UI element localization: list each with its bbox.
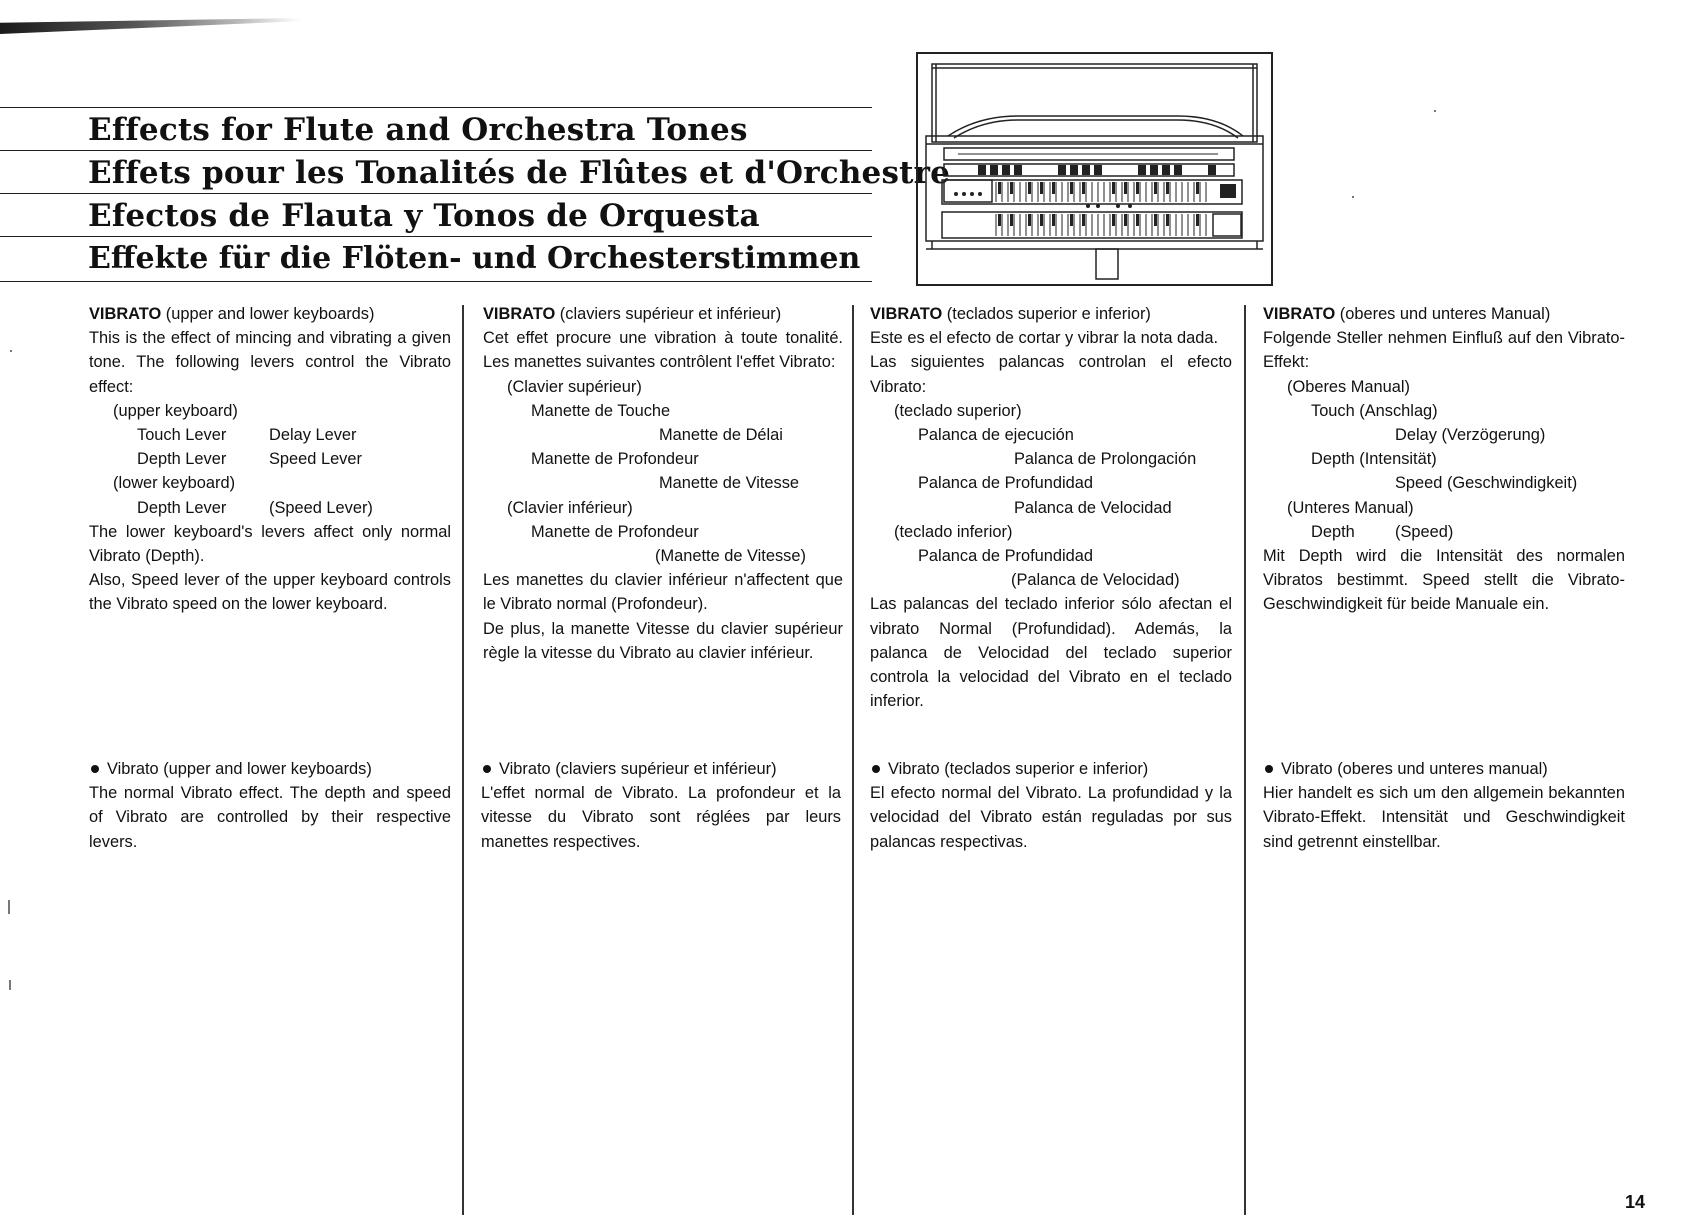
lower-keyboard-label: (lower keyboard): [113, 474, 236, 493]
lever-name: Touch (Anschlag): [1311, 401, 1438, 420]
lever-name: Depth (Intensität): [1311, 450, 1437, 469]
note-text: Las palancas del teclado inferior sólo afectan el vibrato Normal (Profundidad). Además, la palanca de Velocidad del teclado superior controla la velocidad del Vibrato en el teclado inferior.: [870, 595, 1232, 711]
bullet-icon: [483, 765, 491, 773]
bullet-heading: Vibrato (claviers supérieur et inférieur): [481, 757, 841, 781]
organ-drawing: [918, 54, 1271, 284]
column-divider: [462, 305, 464, 1215]
bullet-icon: [91, 765, 99, 773]
intro-text: Este es el efecto de cortar y vibrar la nota dada.: [870, 329, 1219, 348]
lever-row: Depth Lever (Speed Lever): [137, 498, 373, 517]
bullet-text: L'effet normal de Vibrato. La profondeur et la vitesse du Vibrato sont réglées par leurs manettes respectives.: [481, 784, 841, 851]
lower-keyboard-label: (Unteres Manual): [1287, 498, 1414, 517]
upper-keyboard-label: (upper keyboard): [113, 401, 238, 420]
lever-name: (Manette de Vitesse): [655, 547, 806, 566]
scan-speck: [10, 350, 12, 352]
lever-name: Speed (Geschwindigkeit): [1395, 474, 1578, 493]
lever-row: Touch Lever Delay Lever: [137, 426, 357, 445]
bullet-text: The normal Vibrato effect. The depth and speed of Vibrato are controlled by their respective levers.: [89, 784, 451, 851]
scan-edge-mark: [0, 18, 300, 34]
intro-text: Las siguientes palancas controlan el efecto Vibrato:: [870, 353, 1232, 396]
lever-name: Palanca de Velocidad: [1014, 498, 1172, 517]
column-english: [89, 302, 451, 617]
intro-text: Cet effet procure une vibration à toute tonalité. Les manettes suivantes contrôlent l'effet Vibrato:: [483, 329, 843, 372]
bullet-heading: Vibrato (teclados superior e inferior): [870, 757, 1232, 781]
scan-speck: [9, 980, 11, 990]
lever-name: (Palanca de Velocidad): [1011, 571, 1180, 590]
lever-row: Depth Lever Speed Lever: [137, 450, 362, 469]
scan-speck: [1434, 110, 1436, 112]
bullet-icon: [872, 765, 880, 773]
upper-keyboard-label: (Clavier supérieur): [507, 377, 642, 396]
bullet-section-spanish: [870, 757, 1232, 854]
bullet-text: El efecto normal del Vibrato. La profundidad y la velocidad del Vibrato están reguladas por sus palancas respectivas.: [870, 784, 1232, 851]
lever-row: Depth (Speed): [1311, 522, 1454, 541]
title-german: Effekte für die Flöten- und Orchesterstimmen: [0, 236, 872, 282]
section-heading: VIBRATO (oberes und unteres Manual): [1263, 305, 1551, 323]
lever-name: Manette de Vitesse: [659, 474, 800, 493]
section-heading: VIBRATO (claviers supérieur et inférieur): [483, 305, 782, 323]
bullet-heading: Vibrato (oberes und unteres manual): [1263, 757, 1625, 781]
section-heading: VIBRATO (upper and lower keyboards): [89, 305, 375, 323]
page-number: 14: [1624, 1192, 1645, 1212]
note-text: De plus, la manette Vitesse du clavier supérieur règle la vitesse du Vibrato au clavier inférieur.: [483, 619, 843, 662]
lever-name: Manette de Touche: [531, 401, 671, 420]
column-divider: [852, 305, 854, 1215]
bullet-section-german: [1263, 757, 1625, 854]
note-text: The lower keyboard's levers affect only normal Vibrato (Depth).: [89, 522, 451, 566]
lever-name: Palanca de Profundidad: [918, 474, 1093, 493]
lower-keyboard-label: (teclado inferior): [894, 522, 1013, 541]
section-heading: VIBRATO (teclados superior e inferior): [870, 305, 1151, 323]
bullet-icon: [1265, 765, 1273, 773]
column-spanish: [870, 302, 1232, 713]
bullet-section-english: [89, 757, 451, 854]
bullet-section-french: [481, 757, 841, 854]
column-divider: [1244, 305, 1246, 1215]
intro-text: This is the effect of mincing and vibrating a given tone. The following levers control the Vibrato effect:: [89, 329, 451, 396]
column-french: [483, 302, 843, 665]
title-block: [0, 107, 951, 282]
lever-name: Manette de Délai: [659, 426, 783, 445]
lever-name: Palanca de ejecución: [918, 426, 1074, 445]
lever-name: Manette de Profondeur: [531, 450, 699, 469]
bullet-text: Hier handelt es sich um den allgemein bekannten Vibrato-Effekt. Intensität und Geschwindigkeit sind getrennt einstellbar.: [1263, 784, 1625, 851]
column-german: [1263, 302, 1625, 617]
note-text: Also, Speed lever of the upper keyboard controls the Vibrato speed on the lower keyboard.: [89, 571, 451, 614]
title-english: Effects for Flute and Orchestra Tones: [0, 107, 872, 150]
lever-name: Delay (Verzögerung): [1395, 426, 1546, 445]
lower-keyboard-label: (Clavier inférieur): [507, 498, 633, 517]
bullet-heading: Vibrato (upper and lower keyboards): [89, 757, 451, 781]
note-text: Les manettes du clavier inférieur n'affectent que le Vibrato normal (Profondeur).: [483, 571, 843, 614]
upper-keyboard-label: (teclado superior): [894, 401, 1022, 420]
lever-name: Palanca de Prolongación: [1014, 450, 1197, 469]
lever-name: Manette de Profondeur: [531, 522, 699, 541]
title-spanish: Efectos de Flauta y Tonos de Orquesta: [0, 193, 872, 236]
electone-organ-icon: [916, 52, 1273, 286]
note-text: Mit Depth wird die Intensität des normalen Vibratos bestimmt. Speed stellt die Vibrato-Geschwindigkeit für beide Manuale ein.: [1263, 547, 1625, 614]
scan-speck: [1352, 196, 1354, 198]
scan-speck: [8, 900, 10, 914]
lever-name: Palanca de Profundidad: [918, 547, 1093, 566]
intro-text: Folgende Steller nehmen Einfluß auf den Vibrato-Effekt:: [1263, 329, 1625, 372]
title-french: Effets pour les Tonalités de Flûtes et d'Orchestre: [0, 150, 872, 193]
upper-keyboard-label: (Oberes Manual): [1287, 377, 1410, 396]
